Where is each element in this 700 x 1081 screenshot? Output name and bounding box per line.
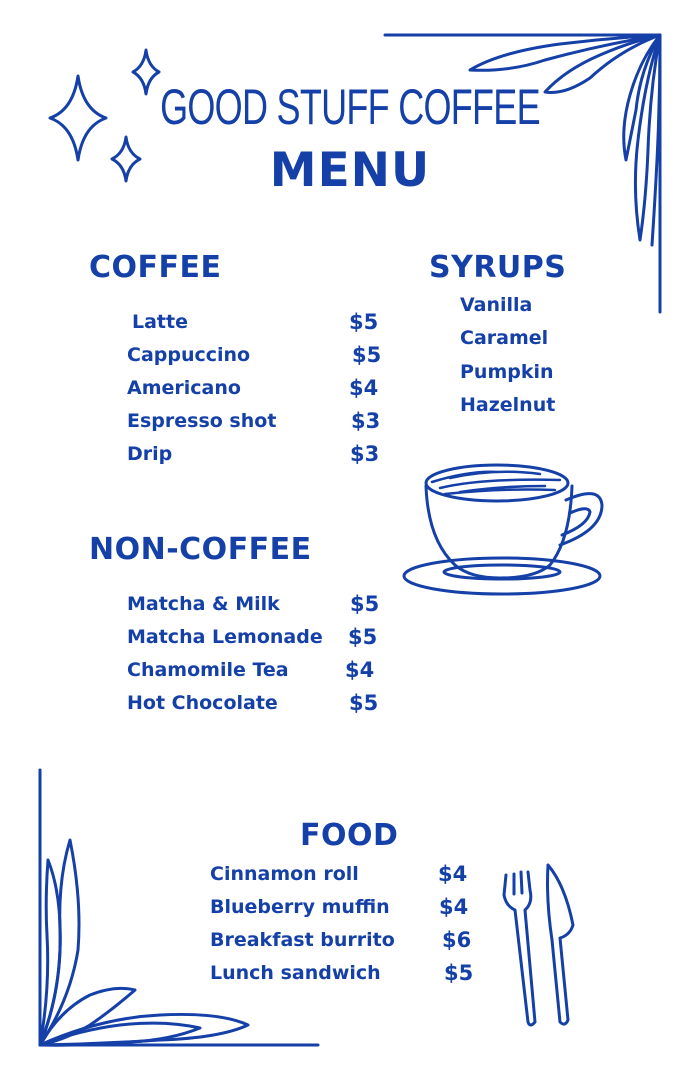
menu-title: MENU bbox=[269, 143, 431, 198]
non-coffee-item-name: Matcha & Milk bbox=[127, 593, 280, 615]
coffee-item-name: Cappuccino bbox=[127, 344, 251, 366]
coffee-item-price: $3 bbox=[351, 409, 381, 433]
coffee-item-price: $3 bbox=[350, 442, 380, 466]
non-coffee-item-name: Chamomile Tea bbox=[127, 659, 289, 681]
non-coffee-item-price: $5 bbox=[350, 592, 380, 616]
syrup-item: Vanilla bbox=[460, 294, 533, 316]
fork-icon bbox=[504, 872, 535, 1025]
coffee-item-name: Latte bbox=[132, 311, 188, 333]
knife-icon bbox=[548, 865, 574, 1024]
non-coffee-item-name: Matcha Lemonade bbox=[127, 626, 323, 648]
food-item-price: $4 bbox=[438, 862, 468, 886]
coffee-item-price: $5 bbox=[349, 310, 379, 334]
food-item-price: $4 bbox=[439, 895, 469, 919]
syrup-item: Pumpkin bbox=[460, 361, 554, 383]
non-coffee-heading: NON-COFFEE bbox=[89, 532, 312, 567]
coffee-item-name: Drip bbox=[127, 443, 173, 465]
food-item-name: Blueberry muffin bbox=[210, 896, 390, 918]
syrups-heading: SYRUPS bbox=[429, 250, 567, 285]
food-item-name: Lunch sandwich bbox=[210, 962, 381, 984]
coffee-item-name: Espresso shot bbox=[127, 410, 277, 432]
coffee-cup-icon bbox=[404, 465, 602, 594]
non-coffee-item-price: $4 bbox=[345, 658, 375, 682]
food-item-price: $5 bbox=[444, 961, 474, 985]
food-item-name: Cinnamon roll bbox=[210, 863, 359, 885]
non-coffee-item-name: Hot Chocolate bbox=[127, 692, 278, 714]
syrup-item: Hazelnut bbox=[460, 394, 556, 416]
food-item-name: Breakfast burrito bbox=[210, 929, 395, 951]
coffee-item-price: $5 bbox=[352, 343, 382, 367]
syrup-item: Caramel bbox=[460, 327, 549, 349]
coffee-heading: COFFEE bbox=[89, 250, 222, 285]
food-heading: FOOD bbox=[300, 818, 399, 853]
non-coffee-item-price: $5 bbox=[348, 625, 378, 649]
shop-name: GOOD STUFF COFFEE bbox=[160, 79, 540, 135]
food-item-price: $6 bbox=[442, 928, 472, 952]
coffee-item-name: Americano bbox=[127, 377, 241, 399]
coffee-item-price: $4 bbox=[349, 376, 379, 400]
non-coffee-item-price: $5 bbox=[349, 691, 379, 715]
